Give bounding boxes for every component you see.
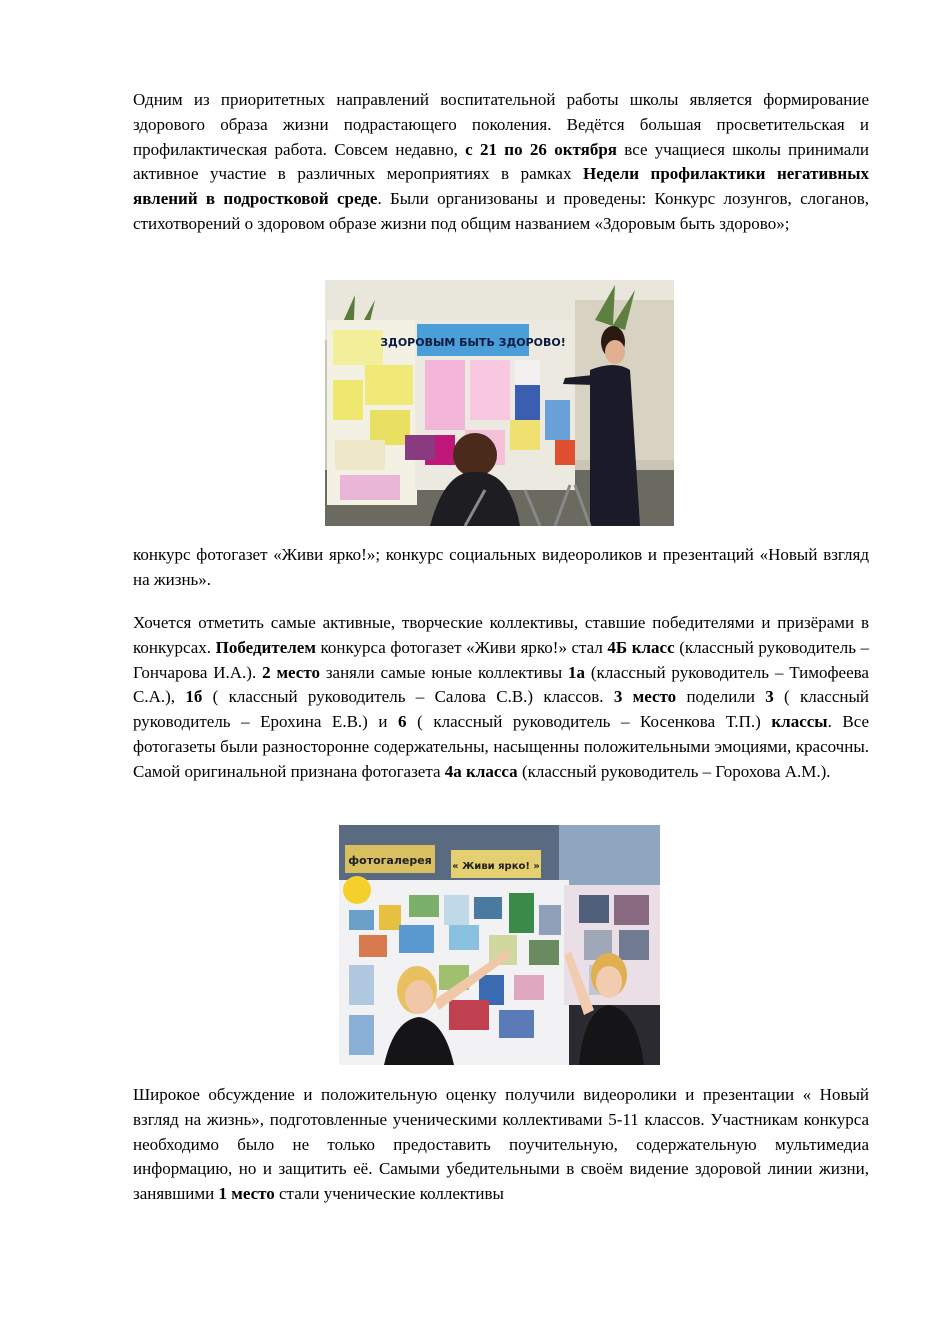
bold-text: 3 место	[613, 687, 677, 707]
text-run: (классный руководитель – Гончарова И.А.).	[133, 637, 869, 682]
text-run: . Все фотогазеты были разносторонне содержательны, насыщенны положительными эмоциями, красочны. Самой оригинальной признана фотогазета	[133, 712, 870, 781]
photo-gallery-live-bright	[339, 825, 660, 1065]
text-run: ( классный руководитель – Салова С.В.) классов.	[202, 687, 614, 707]
bold-text: 4Б класс	[607, 637, 675, 657]
photo-health-exhibition	[325, 280, 674, 526]
text-run: Широкое обсуждение и положительную оценку получили видеоролики и презентации « Новый взгляд на жизнь», подготовленные ученическими коллективами 5-11 классов. Участникам конкурса необходимо было не только предоставить поучительную, содержательную мультимедиа информацию, но и защитить её. Самыми убедительными в своём видение здоровой линии жизни, занявшими	[133, 1085, 869, 1204]
bold-text: 1б	[185, 687, 203, 707]
bold-text: 2 место	[262, 662, 320, 682]
text-run: стали ученические коллективы	[274, 1184, 504, 1204]
text-run: (классный руководитель – Горохова А.М.).	[517, 761, 831, 781]
bold-text: 1а	[568, 662, 586, 682]
text-run: Хочется отметить самые активные, творческие коллективы, ставшие победителями и призёрами в конкурсах.	[133, 613, 869, 657]
text-run: поделили	[676, 687, 766, 707]
paragraph-intro	[133, 88, 869, 237]
paragraph-winners	[133, 611, 869, 785]
text-run: ( классный руководитель – Косенкова Т.П.)	[406, 712, 772, 732]
bold-text: Победителем	[215, 637, 316, 657]
text-run: . Были организованы и проведены: Конкурс лозунгов, слоганов, стихотворений о здоровом образе жизни под общим названием «Здоровым быть здорово»;	[133, 189, 870, 233]
text-run: ( классный руководитель – Ерохина Е.В.) и	[133, 687, 869, 732]
text-run: конкурса фотогазет «Живи ярко!» стал	[315, 637, 608, 657]
bold-text: 6	[398, 712, 407, 732]
text-run: заняли самые юные коллективы	[319, 662, 569, 682]
exhibition-banner-text: ЗДОРОВЫМ БЫТЬ ЗДОРОВО!	[380, 336, 566, 349]
bold-dates: с 21 по 26 октября	[465, 139, 617, 159]
bold-text: 3	[765, 687, 774, 707]
bold-text: 4а класса	[444, 761, 518, 781]
gallery-sign-right-text: « Живи ярко! »	[452, 861, 540, 872]
paragraph-video-contest	[133, 1083, 869, 1207]
text-run: Одним из приоритетных направлений воспитательной работы школы является формирование здорового образа жизни подрастающего поколения. Ведётся большая просветительская и профилактическая работа. Совсем недавно,	[133, 90, 869, 159]
text-run: конкурс фотогазет «Живи ярко!»; конкурс социальных видеороликов и презентаций «Новый взгляд на жизнь».	[133, 545, 869, 589]
text-run: все учащиеся школы принимали активное участие в различных мероприятиях в рамках	[133, 139, 869, 184]
bold-text: 1 место	[218, 1184, 275, 1204]
gallery-sign-left-text: фотогалерея	[348, 854, 432, 867]
bold-event-name: Недели профилактики негативных явлений в подростковой среде	[133, 164, 869, 209]
bold-text: классы	[771, 712, 828, 732]
paragraph-contests	[133, 543, 869, 593]
text-run: (классный руководитель – Тимофеева С.А.),	[133, 662, 869, 707]
